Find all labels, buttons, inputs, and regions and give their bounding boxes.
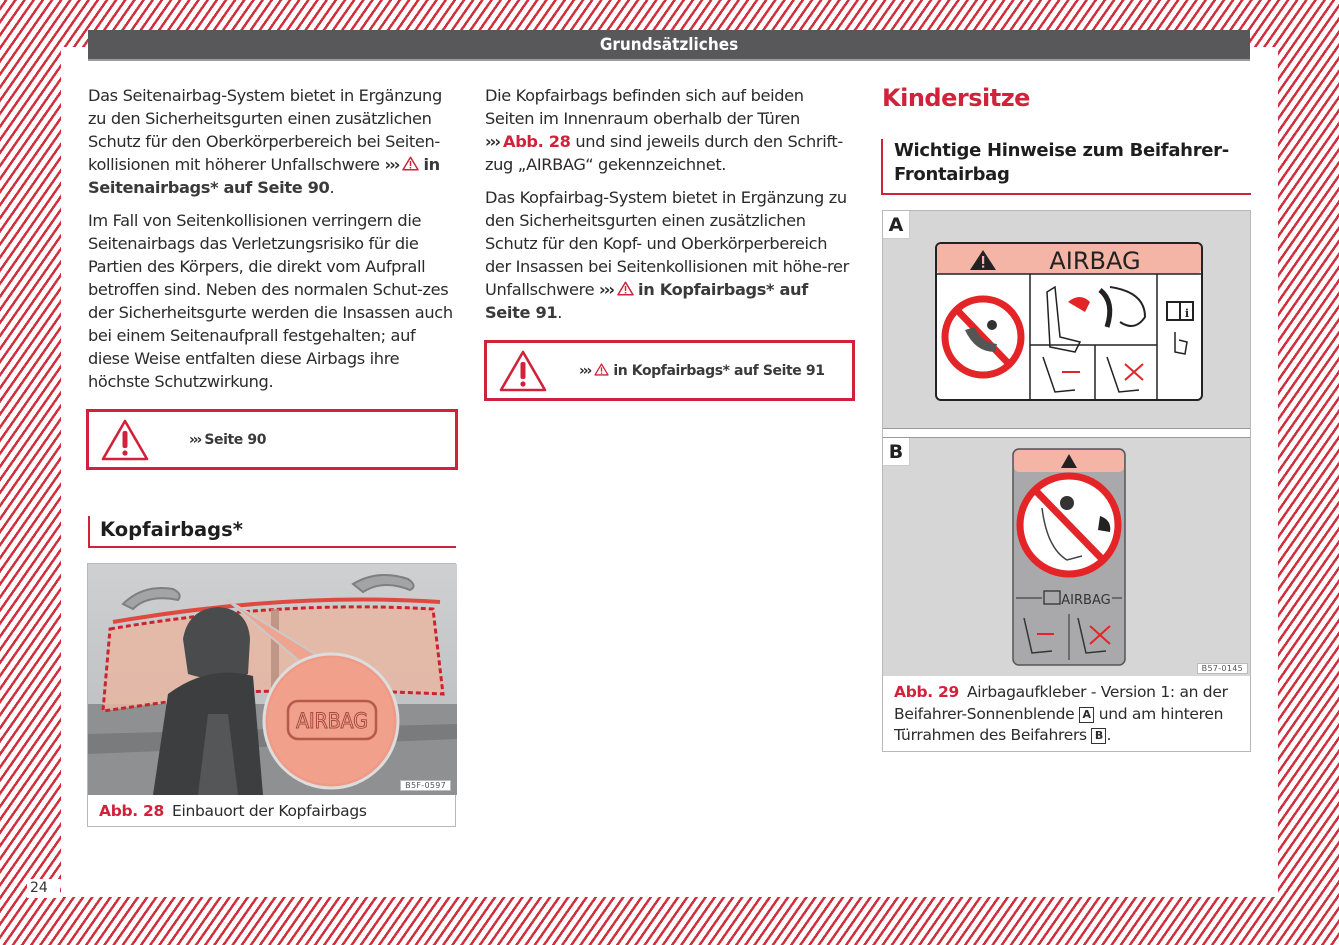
page-number: 24	[27, 879, 60, 898]
paragraph-head-airbag-system: Das Kopfairbag-System bietet in Ergänzung zu den Sicherheitsgurten einen zusätzlichen Schutz für den Kopf- und Oberkörperbereich der Insassen bei Seitenkollisionen mit höhe-rer Unfallschwere ››› in Kopfairbags* auf Seite 91.	[485, 188, 849, 322]
paragraph-head-airbag-location: Die Kopfairbags befinden sich auf beiden Seiten im Innenraum oberhalb der Türen ››› Abb. 28 und sind jeweils durch den Schrift-zug „AIRBAG“ gekennzeichnet.	[485, 86, 843, 174]
warning-box-seite-90	[86, 409, 458, 470]
chevron-icon: ›››	[384, 155, 399, 174]
link-head-airbags-page-91[interactable]: in Kopfairbags* auf Seite 91	[485, 280, 808, 322]
figure-28-head-airbag-location	[87, 563, 456, 827]
figure-29-airbag-stickers	[882, 210, 1251, 752]
warning-triangle-icon	[402, 156, 419, 171]
link-side-airbags-page-90[interactable]: in Seitenairbags* auf Seite 90	[88, 155, 440, 197]
panel-b	[883, 437, 1250, 676]
figure-label: Abb. 28	[99, 802, 164, 820]
chevron-icon: ›››	[599, 280, 614, 299]
panel-label-b: B	[883, 438, 910, 466]
car-interior-illustration	[88, 564, 457, 795]
chapter-header-title: Grundsätzliches	[599, 34, 739, 55]
figure-code: B5F-0597	[400, 780, 451, 791]
column-2	[485, 84, 855, 334]
box-letter-b: B	[1091, 728, 1106, 744]
warning-triangle-icon	[594, 363, 609, 376]
panel-a	[883, 211, 1250, 429]
warning-triangle-icon	[99, 417, 151, 463]
section-heading-beifahrer-frontairbag: Wichtige Hinweise zum Beifahrer-Frontairbag	[881, 139, 1251, 195]
chevron-icon: ›››	[485, 132, 500, 151]
airbag-sticker-b	[1012, 448, 1126, 667]
svg-text:AIRBAG: AIRBAG	[296, 709, 368, 733]
svg-text:i: i	[1184, 307, 1190, 320]
chapter-title-kindersitze: Kindersitze	[882, 84, 1030, 112]
warning-triangle-icon	[617, 281, 634, 296]
link-kopfairbags-seite-91[interactable]: ››› in Kopfairbags* auf Seite 91	[579, 362, 825, 379]
link-abb-28[interactable]: Abb. 28	[503, 132, 571, 151]
paragraph-side-airbag-intro: Das Seitenairbag-System bietet in Ergänzung zu den Sicherheitsgurten einen zusätzlichen Schutz für den Oberkörperbereich bei Seiten-kollisionen mit höherer Unfallschwere ››› in Seitenairbags* auf Seite 90.	[88, 86, 442, 197]
svg-text:AIRBAG: AIRBAG	[1049, 247, 1141, 275]
svg-text:AIRBAG: AIRBAG	[1061, 593, 1111, 608]
figure-code: B57-0145	[1197, 663, 1248, 674]
panel-label-a: A	[883, 211, 910, 239]
link-seite-90[interactable]: ››› Seite 90	[189, 431, 267, 448]
paragraph-side-airbag-effect: Im Fall von Seitenkollisionen verringern die Seitenairbags das Verletzungsrisiko für die Partien des Körpers, die direkt vom Aufprall betroffen sind. Neben des normalen Schut-zes der Sicherheitsgurte werden die Insassen auch bei einem Seitenaufprall festgehalten; auf diese Weise entfalten diese Airbags ihre höchste Schutzwirkung.	[88, 211, 453, 391]
column-1	[88, 84, 458, 403]
figure-29-caption: Abb. 29 Airbagaufkleber - Version 1: an der Beifahrer-Sonnenblende A und am hinteren Türrahmen des Beifahrers B .	[894, 683, 1228, 744]
warning-triangle-icon	[497, 348, 549, 394]
figure-label: Abb. 29	[894, 683, 959, 701]
warning-box-kopfairbags	[484, 340, 855, 401]
chapter-header-bar	[88, 30, 1250, 61]
box-letter-a: A	[1079, 707, 1094, 723]
section-heading-kopfairbags: Kopfairbags*	[88, 516, 456, 548]
figure-28-caption: Abb. 28 Einbauort der Kopfairbags	[99, 802, 367, 820]
airbag-sticker-a	[935, 242, 1203, 402]
